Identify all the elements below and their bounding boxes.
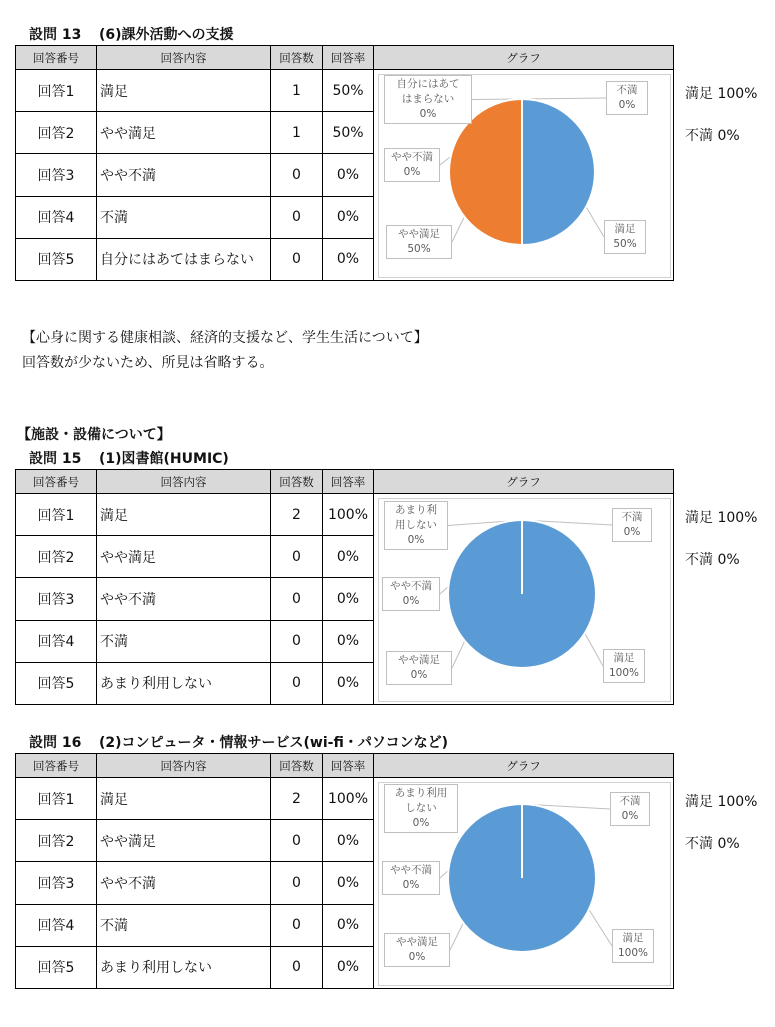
table-header-row <box>16 470 674 494</box>
answer-id: 回答1 <box>16 494 97 536</box>
data-label-value: 0% <box>402 595 420 607</box>
data-label-category: 満足 <box>622 932 644 944</box>
answer-content: やや満足 <box>97 112 271 154</box>
data-label-category: 不満 <box>619 795 641 807</box>
data-label-category: やや不満 <box>390 864 432 876</box>
header-answer-rate: 回答率 <box>323 46 374 70</box>
data-label-value: 0% <box>623 526 641 538</box>
answer-content: やや不満 <box>97 154 271 196</box>
header-answer-rate: 回答率 <box>323 470 374 494</box>
data-label-dissatisfied <box>606 81 648 115</box>
answer-count: 0 <box>271 862 323 904</box>
question-text: (2)コンピュータ・情報サービス(wi-fi・パソコンなど) <box>99 735 448 751</box>
note-text: 回答数が少ないため、所見は省略する。 <box>22 355 274 371</box>
data-label-category: 不満 <box>621 511 643 523</box>
answer-content: あまり利用しない <box>97 662 271 704</box>
answer-count: 0 <box>271 536 323 578</box>
survey-table-q15 <box>15 469 673 705</box>
header-answer-count: 回答数 <box>271 46 323 70</box>
answer-rate: 100% <box>323 778 374 820</box>
answer-count: 2 <box>271 494 323 536</box>
answer-id: 回答4 <box>16 620 97 662</box>
pie-chart <box>374 494 674 704</box>
answer-count: 0 <box>271 620 323 662</box>
data-label-somewhat-satisfied <box>384 933 450 967</box>
answer-content: やや不満 <box>97 578 271 620</box>
data-label-category: やや満足 <box>398 228 440 240</box>
data-label-satisfied <box>603 649 645 683</box>
data-label-value: 0% <box>412 817 430 829</box>
data-label-dissatisfied <box>612 508 652 542</box>
leader-line <box>522 98 606 99</box>
answer-rate: 0% <box>323 578 374 620</box>
answer-count: 1 <box>271 70 323 112</box>
note-heading: 【心身に関する健康相談、経済的支援など、学生生活について】 <box>22 330 428 346</box>
header-graph: グラフ <box>374 46 674 70</box>
header-answer-content: 回答内容 <box>97 46 271 70</box>
answer-count: 0 <box>271 238 323 280</box>
header-answer-id: 回答番号 <box>16 46 97 70</box>
data-label-category: あまり利用 <box>394 787 448 799</box>
answer-rate: 0% <box>323 946 374 988</box>
data-label-category: やや満足 <box>398 654 440 666</box>
data-label-value: 0% <box>419 108 437 120</box>
data-label-value: 0% <box>618 99 636 111</box>
answer-id: 回答2 <box>16 536 97 578</box>
answer-id: 回答5 <box>16 662 97 704</box>
question-text: (1)図書館(HUMIC) <box>99 451 229 467</box>
answer-rate: 50% <box>323 70 374 112</box>
answer-count: 1 <box>271 112 323 154</box>
header-answer-id: 回答番号 <box>16 470 97 494</box>
pie-chart <box>374 70 674 280</box>
answer-content: やや満足 <box>97 820 271 862</box>
answer-count: 0 <box>271 946 323 988</box>
summary-satisfied: 満足 100% <box>685 86 758 102</box>
section-heading: 【施設・設備について】 <box>17 427 171 443</box>
data-label-unaffected <box>384 75 472 124</box>
survey-table-q13 <box>15 45 673 281</box>
question-number: 設問 13 <box>29 27 82 43</box>
data-label-somewhat-dissatisfied <box>382 577 440 611</box>
data-label-category: 自分にはあて <box>396 78 460 90</box>
summary-satisfied: 満足 100% <box>685 510 758 526</box>
data-label-somewhat-dissatisfied <box>382 861 440 895</box>
question-16-title <box>29 732 448 752</box>
header-answer-rate: 回答率 <box>323 754 374 778</box>
question-15-title <box>29 448 229 468</box>
answer-count: 0 <box>271 578 323 620</box>
header-answer-count: 回答数 <box>271 470 323 494</box>
data-label-value: 100% <box>617 947 649 959</box>
answer-content: 不満 <box>97 196 271 238</box>
data-label-category: しない <box>405 802 437 814</box>
question-number: 設問 15 <box>29 451 82 467</box>
answer-id: 回答4 <box>16 196 97 238</box>
data-label-satisfied <box>604 220 646 254</box>
answer-content: やや満足 <box>97 536 271 578</box>
answer-content: 満足 <box>97 778 271 820</box>
answer-id: 回答4 <box>16 904 97 946</box>
data-label-somewhat-dissatisfied <box>384 148 440 182</box>
answer-count: 0 <box>271 662 323 704</box>
summary-satisfied: 満足 100% <box>685 794 758 810</box>
data-label-value: 0% <box>402 879 420 891</box>
answer-rate: 0% <box>323 196 374 238</box>
answer-content: 満足 <box>97 494 271 536</box>
data-label-value: 50% <box>407 243 431 255</box>
answer-content: やや不満 <box>97 862 271 904</box>
results-table <box>15 753 674 989</box>
answer-id: 回答1 <box>16 70 97 112</box>
survey-table-q16 <box>15 753 673 989</box>
graph-cell <box>374 70 674 281</box>
answer-content: 不満 <box>97 620 271 662</box>
data-label-value: 50% <box>613 238 637 250</box>
data-label-rarely-use <box>384 501 448 550</box>
answer-id: 回答2 <box>16 112 97 154</box>
header-graph: グラフ <box>374 754 674 778</box>
answer-rate: 0% <box>323 904 374 946</box>
data-label-value: 0% <box>621 810 639 822</box>
data-label-value: 0% <box>408 951 426 963</box>
answer-id: 回答3 <box>16 154 97 196</box>
data-label-category: あまり利 <box>395 504 437 516</box>
data-label-value: 100% <box>608 667 640 679</box>
data-label-category: 満足 <box>613 652 635 664</box>
answer-rate: 0% <box>323 820 374 862</box>
answer-id: 回答3 <box>16 862 97 904</box>
table-header-row <box>16 754 674 778</box>
answer-content: あまり利用しない <box>97 946 271 988</box>
answer-id: 回答5 <box>16 238 97 280</box>
results-table <box>15 469 674 705</box>
question-text: (6)課外活動への支援 <box>99 27 234 43</box>
answer-content: 自分にはあてはまらない <box>97 238 271 280</box>
answer-id: 回答5 <box>16 946 97 988</box>
data-label-category: はまらない <box>401 93 455 105</box>
header-graph: グラフ <box>374 470 674 494</box>
table-row <box>16 494 674 536</box>
header-answer-id: 回答番号 <box>16 754 97 778</box>
question-number: 設問 16 <box>29 735 82 751</box>
answer-rate: 0% <box>323 620 374 662</box>
answer-id: 回答3 <box>16 578 97 620</box>
header-answer-content: 回答内容 <box>97 470 271 494</box>
header-answer-count: 回答数 <box>271 754 323 778</box>
answer-rate: 50% <box>323 112 374 154</box>
answer-rate: 0% <box>323 238 374 280</box>
summary-dissatisfied: 不満 0% <box>685 128 740 144</box>
answer-count: 0 <box>271 196 323 238</box>
question-13-title <box>29 24 234 44</box>
summary-dissatisfied: 不満 0% <box>685 552 740 568</box>
table-row <box>16 778 674 820</box>
data-label-value: 0% <box>410 669 428 681</box>
data-label-category: 不満 <box>616 84 638 96</box>
data-label-satisfied <box>612 929 654 963</box>
answer-rate: 0% <box>323 154 374 196</box>
data-label-category: 用しない <box>395 519 437 531</box>
header-answer-content: 回答内容 <box>97 754 271 778</box>
data-label-value: 0% <box>403 166 421 178</box>
data-label-category: 満足 <box>614 223 636 235</box>
answer-content: 満足 <box>97 70 271 112</box>
data-label-value: 0% <box>407 534 425 546</box>
pie-chart <box>374 778 674 988</box>
pie-slice-0 <box>522 99 595 245</box>
results-table <box>15 45 674 281</box>
table-header-row <box>16 46 674 70</box>
answer-content: 不満 <box>97 904 271 946</box>
answer-id: 回答1 <box>16 778 97 820</box>
data-label-category: やや不満 <box>391 151 433 163</box>
answer-rate: 0% <box>323 536 374 578</box>
data-label-somewhat-satisfied <box>386 651 452 685</box>
table-row <box>16 70 674 112</box>
answer-count: 0 <box>271 820 323 862</box>
summary-dissatisfied: 不満 0% <box>685 836 740 852</box>
graph-cell <box>374 778 674 989</box>
data-label-category: やや満足 <box>396 936 438 948</box>
answer-rate: 100% <box>323 494 374 536</box>
answer-count: 2 <box>271 778 323 820</box>
data-label-dissatisfied <box>610 792 650 826</box>
data-label-somewhat-satisfied <box>386 225 452 259</box>
data-label-category: やや不満 <box>390 580 432 592</box>
answer-id: 回答2 <box>16 820 97 862</box>
answer-count: 0 <box>271 154 323 196</box>
answer-rate: 0% <box>323 862 374 904</box>
answer-rate: 0% <box>323 662 374 704</box>
answer-count: 0 <box>271 904 323 946</box>
graph-cell <box>374 494 674 705</box>
data-label-rarely-use <box>384 784 458 833</box>
